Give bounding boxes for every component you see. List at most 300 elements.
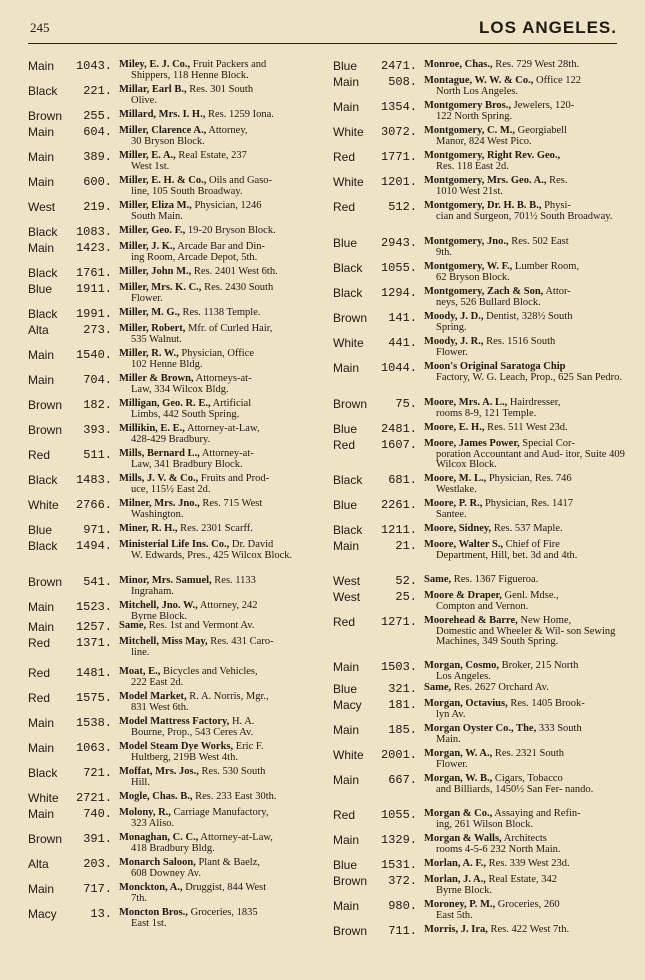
phone-number: 391. (83, 832, 112, 846)
listing-text (112, 804, 328, 829)
listing-name: Miller, Clarence A., (119, 125, 207, 136)
exchange-name: Red (28, 691, 51, 705)
exchange-name: Main (28, 348, 55, 362)
phone-number: 13. (90, 907, 112, 921)
listing-name: Miller, Mrs. K. C., (119, 282, 202, 293)
listing-text (417, 56, 633, 71)
phone-number: 980. (388, 899, 417, 913)
exchange-name: Main (28, 59, 55, 73)
phone-number: 717. (83, 882, 112, 896)
listing-name: Morlan, A. F., (424, 858, 487, 869)
listing-name: Milligan, Geo. R. E., (119, 398, 211, 409)
phone-number: 1055. (380, 808, 417, 822)
listing-continuation: Hultberg, 219B West 4th. (131, 751, 238, 763)
listing-detail: Bicycles and Vehicles, (163, 666, 258, 677)
listing-text (417, 855, 633, 870)
exchange-name: Main (28, 150, 55, 164)
listing-detail: Attorneys-at- (195, 373, 252, 384)
exchange-name: Black (28, 266, 58, 280)
listing-text (417, 233, 633, 258)
directory-entry (333, 333, 633, 358)
listing-continuation: lyn Av. (436, 708, 466, 720)
listing-detail: Res. 1259 Iona. (207, 109, 274, 120)
listing-name: Morgan, Cosmo, (424, 660, 499, 671)
listing-detail: Res. 301 South (189, 84, 254, 95)
directory-entry (28, 738, 328, 763)
listing-text (112, 56, 328, 81)
directory-entry (28, 197, 328, 222)
directory-entry (28, 688, 328, 713)
phone-number: 512. (388, 200, 417, 214)
listing-detail: Chief of Fire (505, 539, 560, 550)
directory-entry (333, 197, 633, 233)
phone-number: 508. (388, 75, 417, 89)
directory-entry (28, 663, 328, 688)
listing-detail: R. A. Norris, Mgr., (189, 691, 269, 702)
directory-entry (333, 921, 633, 937)
listing-detail: Res. 502 East (511, 236, 569, 247)
exchange-name: West (333, 574, 361, 588)
exchange-name: Main (28, 600, 55, 614)
listing-continuation: rooms 8-9, 121 Temple. (436, 407, 537, 419)
phone-number: 1481. (75, 666, 112, 680)
listing-name: Morgan, W. B., (424, 773, 493, 784)
directory-entry (28, 572, 328, 597)
listing-name: Morgan & Co., (424, 808, 493, 819)
exchange-name: Main (28, 807, 55, 821)
directory-entry (333, 855, 633, 871)
listing-text (112, 147, 328, 172)
listing-name: Moroney, P. M., (424, 899, 496, 910)
listing-detail: Office 122 (536, 75, 582, 86)
phone-number: 1063. (75, 741, 112, 755)
exchange-name: Main (28, 373, 55, 387)
listing-continuation: 102 Henne Bldg. (131, 358, 203, 370)
listing-continuation: 222 East 2d. (131, 676, 184, 688)
listing-name: Mitchell, Jno. W., (119, 600, 198, 611)
listing-text (417, 122, 633, 147)
listing-continuation: North Los Angeles. (436, 85, 518, 97)
listing-detail: Architects (503, 833, 547, 844)
exchange-name: Macy (333, 698, 362, 712)
listing-continuation: line, 105 South Broadway. (131, 185, 243, 197)
directory-entry (28, 445, 328, 470)
listing-text (112, 495, 328, 520)
listing-continuation: Manor, 824 West Pico. (436, 135, 532, 147)
phone-number: 3072. (380, 125, 417, 139)
directory-entry (28, 904, 328, 929)
listing-text (112, 879, 328, 904)
phone-number: 971. (83, 523, 112, 537)
listing-detail: Res. 2627 Orchard Av. (453, 682, 549, 693)
directory-entry (28, 536, 328, 572)
listing-name: Millar, Earl B., (119, 84, 187, 95)
listing-name: Montgomery, Zach & Son, (424, 286, 544, 297)
listing-detail: Res. 431 Caro- (210, 636, 274, 647)
exchange-name: Red (333, 615, 356, 629)
exchange-name: Main (28, 741, 55, 755)
listing-text (112, 536, 328, 561)
phone-number: 1257. (75, 620, 112, 634)
exchange-name: White (333, 125, 364, 139)
exchange-name: Main (28, 125, 55, 139)
listing-continuation: neys, 526 Bullard Block. (436, 296, 541, 308)
directory-entry (333, 358, 633, 394)
phone-number: 141. (388, 311, 417, 325)
listing-name: Moore, P. R., (424, 498, 483, 509)
directory-entry (333, 571, 633, 587)
listing-detail: Res. 233 East 30th. (195, 791, 277, 802)
listing-detail: Assaying and Refin- (494, 808, 581, 819)
listing-text (417, 197, 633, 222)
phone-number: 372. (388, 874, 417, 888)
phone-number: 1371. (75, 636, 112, 650)
phone-number: 1503. (380, 660, 417, 674)
directory-entry (28, 495, 328, 520)
directory-entry (28, 520, 328, 536)
directory-entry (28, 106, 328, 122)
directory-entry (28, 395, 328, 420)
phone-number: 1761. (75, 266, 112, 280)
exchange-name: Main (333, 899, 360, 913)
listing-continuation: line. (131, 646, 150, 658)
listing-text (112, 633, 328, 658)
listing-text (112, 829, 328, 854)
directory-entry (333, 283, 633, 308)
listing-detail: Res. 537 Maple. (493, 523, 563, 534)
directory-entry (333, 679, 633, 695)
listing-continuation: 428-429 Bradbury. (131, 433, 211, 445)
listing-continuation: Spring. (436, 321, 467, 333)
listing-text (112, 738, 328, 763)
listing-detail: 333 South (538, 723, 582, 734)
exchange-name: Brown (28, 423, 63, 437)
exchange-name: Black (333, 523, 363, 537)
exchange-name: Black (28, 84, 58, 98)
listing-continuation: 418 Bradbury Bldg. (131, 842, 215, 854)
listing-continuation: Law, 341 Bradbury Block. (131, 458, 243, 470)
listing-continuation: 323 Aliso. (131, 817, 175, 829)
phone-number: 1911. (75, 282, 112, 296)
listing-name: Moffat, Mrs. Jos., (119, 766, 199, 777)
directory-entry (333, 805, 633, 830)
exchange-name: White (333, 175, 364, 189)
phone-number: 221. (83, 84, 112, 98)
exchange-name: Red (333, 150, 356, 164)
listing-name: Morgan & Walls, (424, 833, 502, 844)
phone-number: 219. (83, 200, 112, 214)
exchange-name: Brown (28, 109, 63, 123)
listing-text (417, 495, 633, 520)
listing-detail: New Home, (520, 615, 572, 626)
listing-text (417, 536, 633, 561)
listing-name: Monarch Saloon, (119, 857, 196, 868)
directory-entry (333, 122, 633, 147)
listing-detail: Attorney, 242 (199, 600, 258, 611)
listing-name: Miller, John M., (119, 266, 192, 277)
phone-number: 1211. (380, 523, 417, 537)
directory-entry (333, 745, 633, 770)
phone-number: 1083. (75, 225, 112, 239)
phone-number: 1771. (380, 150, 417, 164)
listing-detail: Broker, 215 North (501, 660, 579, 671)
directory-entry (333, 147, 633, 172)
directory-entry (333, 657, 633, 682)
listing-detail: Res. 1367 Figueroa. (453, 574, 539, 585)
listing-name: Moore & Draper, (424, 590, 502, 601)
listing-detail: Genl. Mdse., (504, 590, 559, 601)
exchange-name: Brown (28, 575, 63, 589)
listing-detail: Res. 1138 Temple. (182, 307, 261, 318)
exchange-name: Brown (28, 832, 63, 846)
phone-number: 203. (83, 857, 112, 871)
directory-entry (28, 829, 328, 854)
directory-entry (333, 896, 633, 921)
exchange-name: White (28, 498, 59, 512)
phone-number: 182. (83, 398, 112, 412)
phone-number: 393. (83, 423, 112, 437)
listing-text (417, 470, 633, 495)
phone-number: 2943. (380, 236, 417, 250)
listing-name: Moody, J. R., (424, 336, 484, 347)
directory-entry (28, 56, 328, 81)
listing-detail: Fruits and Prod- (200, 473, 270, 484)
listing-text (112, 788, 328, 803)
listing-detail: Dentist, 328½ South (486, 311, 573, 322)
directory-entry (333, 470, 633, 495)
listing-name: Same, (424, 682, 452, 693)
listing-text (417, 172, 633, 197)
listing-detail: Mfr. of Curled Hair, (188, 323, 273, 334)
exchange-name: Red (333, 438, 356, 452)
exchange-name: Brown (333, 924, 368, 938)
exchange-name: Black (28, 307, 58, 321)
listing-name: Miley, E. J. Co., (119, 59, 191, 70)
listing-detail: Real Estate, 342 (488, 874, 557, 885)
listing-name: Miller, Geo. F., (119, 225, 186, 236)
listing-detail: Res. 511 West 23d. (487, 422, 568, 433)
phone-number: 681. (388, 473, 417, 487)
listing-detail: Physician, 1246 (194, 200, 262, 211)
phone-number: 185. (388, 723, 417, 737)
directory-entry (28, 122, 328, 147)
listing-continuation: East 5th. (436, 909, 473, 921)
listing-detail: Physi- (544, 200, 571, 211)
listing-continuation: Domestic and Wheeler & Wil- son Sewing Machines, 349 South Spring. (436, 625, 616, 647)
exchange-name: Main (333, 75, 360, 89)
right-column (333, 56, 633, 937)
listing-name: Montague, W. W. & Co., (424, 75, 534, 86)
listing-name: Moody, J. D., (424, 311, 484, 322)
listing-detail: Attor- (545, 286, 571, 297)
exchange-name: Blue (333, 59, 358, 73)
directory-entry (28, 304, 328, 320)
exchange-name: Main (333, 100, 360, 114)
directory-entry (28, 788, 328, 804)
listing-text (112, 370, 328, 395)
listing-continuation: Flower. (436, 758, 468, 770)
directory-entry (333, 56, 633, 72)
listing-detail: Groceries, 260 (497, 899, 560, 910)
listing-detail: Res. (549, 175, 568, 186)
listing-text (417, 612, 633, 648)
listing-name: Morgan, W. A., (424, 748, 493, 759)
phone-number: 2471. (380, 59, 417, 73)
listing-name: Millard, Mrs. I. H., (119, 109, 206, 120)
phone-number: 1991. (75, 307, 112, 321)
listing-detail: Res. 1st and Vermont Av. (148, 620, 255, 631)
listing-text (112, 122, 328, 147)
directory-entry (28, 81, 328, 106)
listing-continuation: 7th. (131, 892, 148, 904)
listing-text (112, 106, 328, 121)
page-number: 245 (30, 20, 50, 35)
listing-continuation: 831 West 6th. (131, 701, 189, 713)
listing-text (112, 470, 328, 495)
page-header (0, 0, 645, 46)
listing-continuation: 9th. (436, 246, 453, 258)
listing-text (417, 358, 633, 383)
phone-number: 181. (388, 698, 417, 712)
phone-number: 1575. (75, 691, 112, 705)
listing-name: Monckton, A., (119, 882, 183, 893)
listing-detail: 19-20 Bryson Block. (187, 225, 276, 236)
listing-continuation: Law, 334 Wilcox Bldg. (131, 383, 229, 395)
listing-name: Morlan, J. A., (424, 874, 486, 885)
listing-detail: Groceries, 1835 (190, 907, 258, 918)
listing-name: Miner, R. H., (119, 523, 178, 534)
listing-continuation: W. Edwards, Pres., 425 Wilcox Block. (131, 549, 293, 561)
phone-number: 1483. (75, 473, 112, 487)
listing-detail: Oils and Gaso- (209, 175, 273, 186)
listing-name: Monaghan, C. C., (119, 832, 199, 843)
listing-name: Ministerial Life Ins. Co., (119, 539, 230, 550)
listing-continuation: Res. 118 East 2d. (436, 160, 509, 172)
directory-entry (28, 370, 328, 395)
exchange-name: Red (333, 808, 356, 822)
listing-text (112, 572, 328, 597)
exchange-name: Blue (333, 858, 358, 872)
listing-text (417, 283, 633, 308)
exchange-name: Brown (333, 397, 368, 411)
phone-number: 2721. (75, 791, 112, 805)
listing-text (112, 688, 328, 713)
listing-text (112, 395, 328, 420)
listing-name: Moore, Sidney, (424, 523, 492, 534)
exchange-name: West (28, 200, 56, 214)
listing-continuation: 122 North Spring. (436, 110, 513, 122)
listing-text (112, 445, 328, 470)
phone-number: 255. (83, 109, 112, 123)
exchange-name: Macy (28, 907, 57, 921)
listing-name: Miller & Brown, (119, 373, 194, 384)
directory-entry (28, 279, 328, 304)
listing-text (417, 587, 633, 612)
exchange-name: Black (28, 225, 58, 239)
directory-entry (333, 308, 633, 333)
listing-detail: Res. 339 West 23d. (488, 858, 570, 869)
exchange-name: Main (333, 833, 360, 847)
exchange-name: Brown (333, 874, 368, 888)
listing-detail: Dr. David (231, 539, 274, 550)
exchange-name: White (28, 791, 59, 805)
phone-number: 1044. (380, 361, 417, 375)
listing-name: Molony, R., (119, 807, 171, 818)
listing-detail: Res. 2430 South (204, 282, 274, 293)
listing-name: Miller, J. K., (119, 241, 176, 252)
listing-name: Montgomery, Dr. H. B. B., (424, 200, 542, 211)
listing-text (112, 854, 328, 879)
phone-number: 604. (83, 125, 112, 139)
exchange-name: Main (28, 716, 55, 730)
phone-number: 2261. (380, 498, 417, 512)
directory-entry (28, 238, 328, 263)
listing-detail: Res. 2401 West 6th. (193, 266, 278, 277)
listing-name: Model Mattress Factory, (119, 716, 230, 727)
listing-name: Minor, Mrs. Samuel, (119, 575, 212, 586)
exchange-name: Black (333, 286, 363, 300)
listing-text (417, 419, 633, 434)
listing-text (112, 663, 328, 688)
listing-continuation: rooms 4-5-6 232 North Main. (436, 843, 561, 855)
directory-entry (28, 879, 328, 904)
exchange-name: Main (333, 773, 360, 787)
listing-name: Moncton Bros., (119, 907, 188, 918)
directory-entry (333, 720, 633, 745)
listing-text (417, 520, 633, 535)
listing-detail: Res. 2321 South (494, 748, 565, 759)
exchange-name: Black (28, 539, 58, 553)
listing-name: Morgan Oyster Co., The, (424, 723, 537, 734)
exchange-name: Red (28, 666, 51, 680)
left-column (28, 56, 328, 929)
listing-text (417, 720, 633, 745)
listing-continuation: Factory, W. G. Leach, Prop., 625 San Pedro. (436, 371, 622, 383)
phone-number: 1201. (380, 175, 417, 189)
listing-continuation: Flower. (436, 346, 468, 358)
listing-name: Monroe, Chas., (424, 59, 493, 70)
exchange-name: Black (28, 473, 58, 487)
listing-text (112, 279, 328, 304)
listing-detail: Arcade Bar and Din- (177, 241, 265, 252)
phone-number: 2766. (75, 498, 112, 512)
listing-text (417, 571, 633, 586)
listing-detail: Hairdresser, (509, 397, 561, 408)
listing-name: Same, (424, 574, 452, 585)
directory-entry (28, 633, 328, 663)
listing-text (417, 770, 633, 795)
listing-detail: Attorney-at- (201, 448, 254, 459)
exchange-name: Blue (333, 422, 358, 436)
phone-number: 1294. (380, 286, 417, 300)
listing-continuation: ing, 261 Wilson Block. (436, 818, 534, 830)
listing-detail: Georgiabell (517, 125, 567, 136)
listing-detail: Res. 422 West 7th. (490, 924, 570, 935)
listing-continuation: Shippers, 118 Henne Block. (131, 69, 249, 81)
listing-continuation: Hill. (131, 776, 150, 788)
directory-entry (333, 770, 633, 805)
exchange-name: Main (28, 882, 55, 896)
listing-text (417, 435, 633, 471)
listing-name: Montgomery, Jno., (424, 236, 509, 247)
directory-entry (333, 695, 633, 720)
phone-number: 1531. (380, 858, 417, 872)
listing-detail: Res. 530 South (201, 766, 266, 777)
exchange-name: Main (333, 660, 360, 674)
listing-continuation: 535 Walnut. (131, 333, 182, 345)
listing-continuation: 30 Bryson Block. (131, 135, 205, 147)
directory-entry (333, 612, 633, 657)
